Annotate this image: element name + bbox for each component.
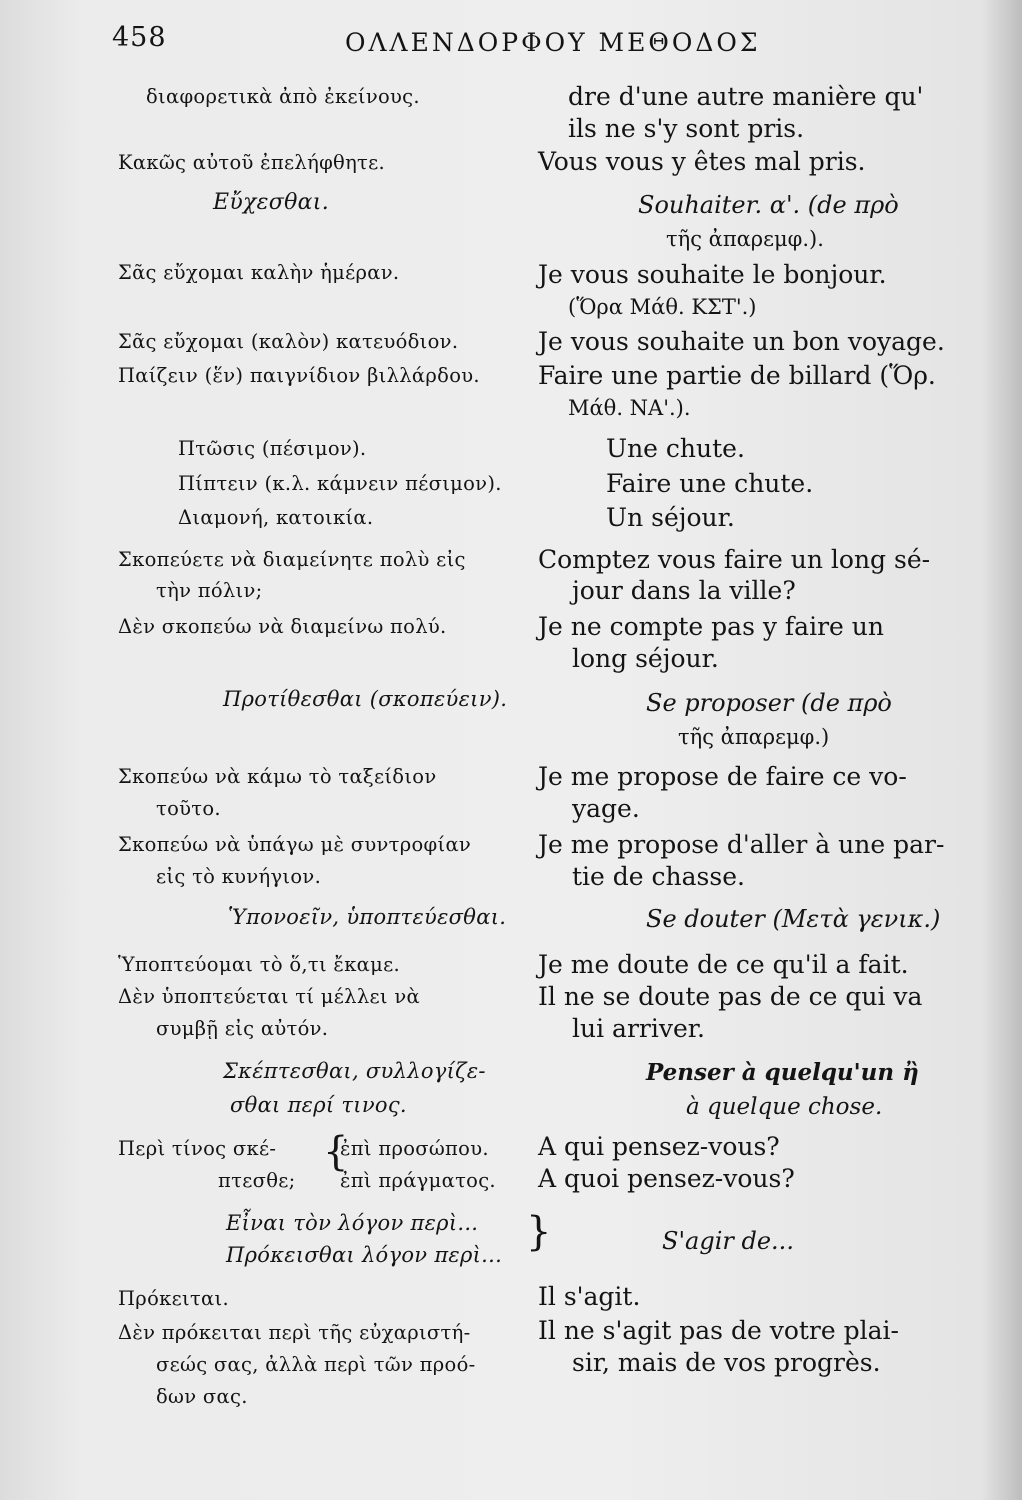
french-heading: S'agir de... [662,1227,794,1255]
french-line: A quoi pensez-vous? [538,1164,795,1193]
french-line: Un séjour. [606,503,735,532]
greek-line: Σκοπεύετε νὰ διαμείνητε πολὺ εἰς [118,548,466,571]
french-heading: Penser à quelqu'un ἢ [646,1059,919,1086]
greek-line: Περὶ τίνος σκέ- [118,1137,277,1160]
french-line: Je me propose de faire ce vo- [538,762,907,791]
greek-line: Διαμονή, κατοικία. [178,506,374,529]
french-heading: Se proposer (de πρὸ [646,689,892,717]
greek-line: Παίζειν (ἕν) παιγνίδιον βιλλάρδου. [118,364,480,387]
greek-line: Πίπτειν (κ.λ. κάμνειν πέσιμον). [178,472,502,495]
greek-line: Δὲν σκοπεύω νὰ διαμείνω πολύ. [118,615,447,638]
greek-line: σεώς σας, ἀλλὰ περὶ τῶν προό- [156,1353,476,1376]
french-line: jour dans la ville? [572,576,796,605]
greek-line: τοῦτο. [156,797,221,820]
french-line: (Ὅρα Μάθ. ΚΣΤ'.) [568,295,757,319]
french-line: Faire une chute. [606,469,814,498]
greek-line: δων σας. [156,1385,248,1408]
greek-line: Ὑποπτεύομαι τὸ ὅ,τι ἔκαμε. [118,953,401,976]
french-line: dre d'une autre manière qu' [568,82,924,111]
greek-line: Σκοπεύω νὰ ὑπάγω μὲ συντροφίαν [118,833,472,856]
greek-line: Πρόκειται. [118,1287,229,1310]
french-line: Je vous souhaite un bon voyage. [538,327,945,356]
greek-line: ἐπὶ προσώπου. [340,1137,489,1160]
greek-heading: Προτίθεσθαι (σκοπεύειν). [223,687,508,711]
greek-line: ἐπὶ πράγματος. [340,1169,496,1192]
greek-line: τὴν πόλιν; [156,579,263,602]
greek-line: Σᾶς εὔχομαι καλὴν ἡμέραν. [118,261,400,284]
french-line: lui arriver. [572,1014,705,1043]
greek-heading: Πρόκεισθαι λόγον περὶ... [226,1243,503,1267]
greek-line: διαφορετικὰ ἀπὸ ἐκείνους. [146,85,420,108]
greek-line: συμβῇ εἰς αὐτόν. [156,1017,329,1040]
french-heading: Souhaiter. α'. (de πρὸ [638,191,899,219]
french-line: τῆς ἀπαρεμφ.) [678,725,830,749]
french-line: Je ne compte pas y faire un [538,612,884,641]
french-heading: à quelque chose. [686,1094,883,1120]
french-line: Il ne se doute pas de ce qui va [538,982,923,1011]
french-line: Il ne s'agit pas de votre plai- [538,1316,899,1345]
french-line: Faire une partie de billard (Ὅρ. [538,361,936,390]
french-line: long séjour. [572,644,719,673]
french-line: Je vous souhaite le bonjour. [538,260,887,289]
french-line: Une chute. [606,434,745,463]
greek-heading: Ὑπονοεῖν, ὑποπτεύεσθαι. [228,905,507,929]
grouping-brace: } [526,1209,552,1255]
running-title: ΟΛΛΕΝΔΟΡΦΟΥ ΜΕΘΟΔΟΣ [345,28,761,57]
greek-heading: Σκέπτεσθαι, συλλογίζε- [223,1059,486,1083]
french-line: yage. [572,794,640,823]
french-line: Il s'agit. [538,1282,641,1311]
french-line: Je me propose d'aller à une par- [538,830,945,859]
french-line: Je me doute de ce qu'il a fait. [538,950,909,979]
greek-line: εἰς τὸ κυνήγιον. [156,865,322,888]
page-header [0,22,1022,62]
greek-line: Κακῶς αὐτοῦ ἐπελήφθητε. [118,151,386,174]
greek-heading: Εἶναι τὸν λόγον περὶ... [226,1211,479,1235]
french-line: sir, mais de vos progrès. [572,1348,881,1377]
french-heading: Se douter (Μετὰ γενικ.) [646,905,941,933]
greek-line: Δὲν ὑποπτεύεται τί μέλλει νὰ [118,985,420,1008]
french-line: A qui pensez-vous? [538,1132,780,1161]
greek-line: Δὲν πρόκειται περὶ τῆς εὐχαριστή- [118,1321,471,1344]
grouping-brace: { [323,1129,349,1175]
greek-line: Σκοπεύω νὰ κάμω τὸ ταξείδιον [118,765,437,788]
french-line: tie de chasse. [572,862,745,891]
greek-heading: σθαι περί τινος. [230,1093,407,1117]
french-line: Μάθ. ΝΑ'.). [568,396,691,420]
french-line: τῆς ἀπαρεμφ.). [666,227,824,251]
french-line: Comptez vous faire un long sé- [538,545,931,574]
french-line: ils ne s'y sont pris. [568,114,805,143]
greek-line: πτεσθε; [218,1169,296,1192]
greek-line: Πτῶσις (πέσιμον). [178,437,367,460]
greek-line: Σᾶς εὔχομαι (καλὸν) κατευόδιον. [118,330,459,353]
page-number: 458 [112,22,167,53]
greek-heading: Εὔχεσθαι. [213,190,330,215]
french-line: Vous vous y êtes mal pris. [538,147,866,176]
